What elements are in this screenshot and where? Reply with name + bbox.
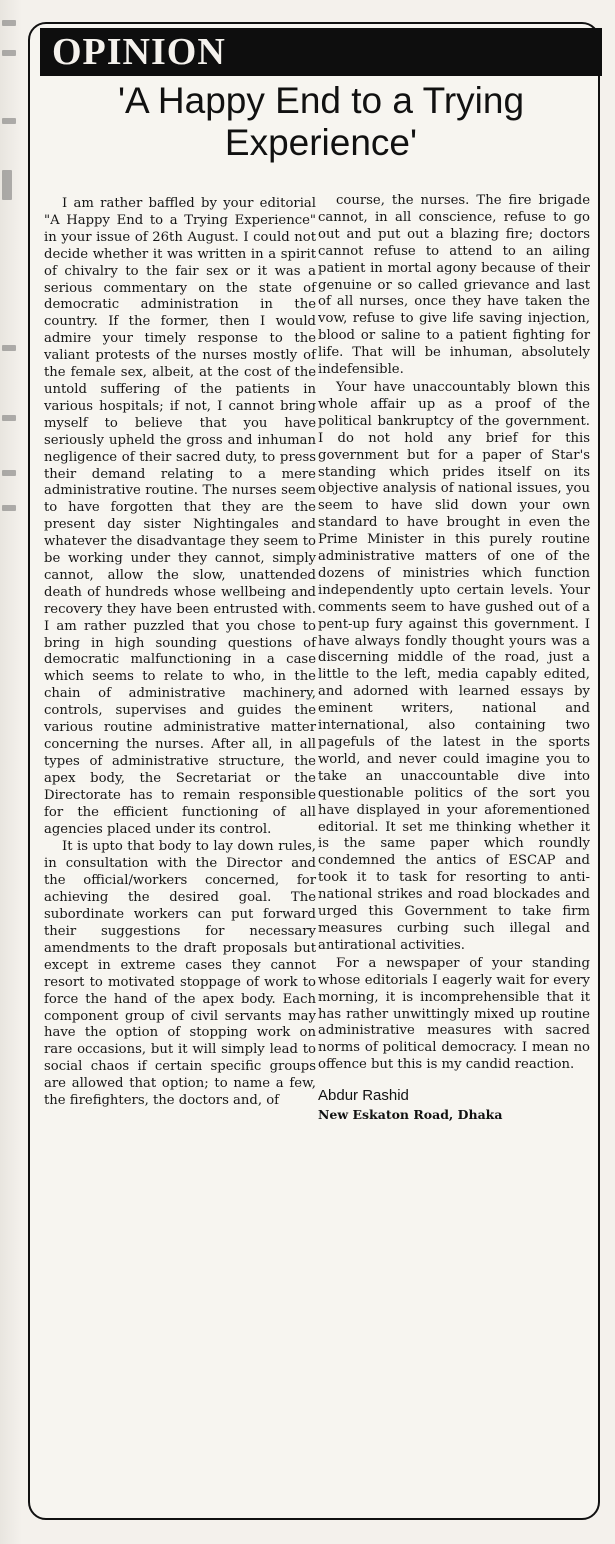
text-fragment	[2, 345, 16, 351]
paragraph: Your have unaccountably blown this whole affair up as a proof of the political bankruptcy of the government. I do not hold any brief for this government but for a paper of Star's standing which prides itself on its objective analysis of national issues, you seem to have slid down your own standard to have brought in even the Prime Minister in this purely routine administrative matters of one of the dozens of ministries which function independently upto certain levels. Your comments seem to have gushed out of a pent-up fury against this government. I have always fondly thought yours was a discerning middle of the road, just a little to the left, media capably edited, and adorned with learned essays by eminent writers, national and international, also containing two pagefuls of the latest in the sports world, and never could imagine you to take an unaccountable dive into questionable politics of the sort you have displayed in your aforementioned editorial. It set me thinking whether it is the same paper which roundly condemned the antics of ESCAP and took it to task for resorting to anti-national strikes and road blockades and urged this Government to take firm measures curbing such illegal and antirational activities.	[318, 379, 590, 953]
article-column-left	[44, 196, 316, 1111]
signature-address: New Eskaton Road, Dhaka	[318, 1107, 503, 1123]
adjacent-column-edge	[0, 0, 22, 1544]
signature-name: Abdur Rashid	[318, 1087, 409, 1105]
text-fragment	[2, 50, 16, 56]
paragraph: It is upto that body to lay down rules, in consultation with the Director and the official/workers concerned, for achieving the desired goal. The subordinate workers can put forward their suggestions for necessary amendments to the draft proposals but except in extreme cases they cannot resort to motivated stoppage of work to force the hand of the apex body. Each component group of civil servants may have the option of stopping work on rare occasions, but it will simply lead to social chaos if certain specific groups are allowed that option; to name a few, the firefighters, the doctors and, of	[44, 839, 316, 1109]
paragraph: For a newspaper of your standing whose editorials I eagerly wait for every morning, it is incomprehensible that it has rather unwittingly mixed up routine administrative measures with sacred norms of political democracy. I mean no offence but this is my candid reaction.	[318, 955, 590, 1073]
text-fragment	[2, 470, 16, 476]
text-fragment	[2, 415, 16, 421]
paragraph: I am rather baffled by your editorial "A Happy End to a Trying Experience" in your issue of 26th August. I could not decide whether it was written in a spirit of chivalry to the fair sex or it was a serious commentary on the state of democratic administration in the country. If the former, then I would admire your timely response to the valiant protests of the nurses mostly of the female sex, albeit, at the cost of the untold suffering of the patients in various hospitals; if not, I cannot bring myself to believe that you have seriously upheld the gross and inhuman negligence of their sacred duty, to press their demand relating to a mere administrative routine. The nurses seem to have forgotten that they are the present day sister Nightingales and whatever the disadvantage they seem to be working under they cannot, simply cannot, allow the slow, unattended death of hundreds whose wellbeing and recovery they have been entrusted with. I am rather puzzled that you chose to bring in high sounding questions of democratic malfunctioning in a case which seems to relate to who, in the chain of administrative machinery, controls, supervises and guides the various routine administrative matter concerning the nurses. After all, in all types of administrative structure, the apex body, the Secretariat or the Directorate has to remain responsible for the efficient functioning of all agencies placed under its control.	[44, 196, 316, 837]
paragraph: course, the nurses. The fire brigade cannot, in all conscience, refuse to go out and put out a blazing fire; doctors cannot refuse to attend to an ailing patient in mortal agony because of their genuine or so called grievance and last of all nurses, once they have taken the vow, refuse to give life saving injection, blood or saline to a patient fighting for life. That will be inhuman, absolutely indefensible.	[318, 193, 590, 378]
text-fragment	[2, 20, 16, 26]
headline-line: 'A Happy End to a Trying	[117, 80, 525, 121]
headline-line: Experience'	[224, 122, 418, 163]
text-fragment	[2, 170, 12, 200]
section-label: OPINION	[40, 28, 602, 76]
text-fragment	[2, 118, 16, 124]
headline	[40, 80, 602, 164]
text-fragment	[2, 505, 16, 511]
article-column-right	[318, 193, 590, 1124]
